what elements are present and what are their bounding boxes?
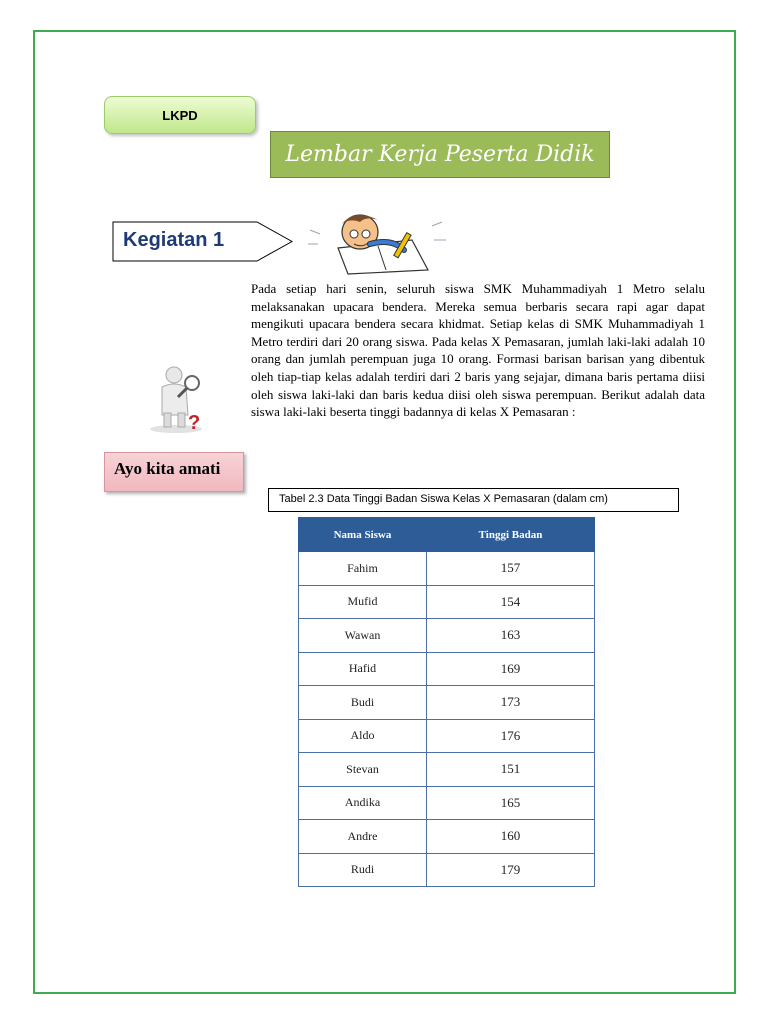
student-name: Budi — [299, 686, 427, 720]
student-name: Andika — [299, 786, 427, 820]
student-height: 160 — [427, 820, 595, 854]
column-header-name: Nama Siswa — [299, 518, 427, 552]
thinking-figure-icon — [136, 363, 216, 433]
table-row — [299, 619, 595, 653]
svg-text:?: ? — [188, 412, 201, 433]
table-header-row — [299, 518, 595, 552]
intro-paragraph: Pada setiap hari senin, seluruh siswa SMK Muhammadiyah 1 Metro selalu melaksanakan upacara bendera. Mereka semua berbaris secara rapi agar dapat mengikuti upacara bendera secara khidmat. Setiap kelas di SMK Muhammadiyah 1 Metro terdiri dari 20 orang siswa. Pada kelas X Pemasaran, jumlah laki-laki adalah 10 orang dan jumlah perempuan juga 10 orang. Formasi barisan barisan yang dibentuk oleh tiap-tiap kelas adalah terdiri dari 2 baris yang sejajar, dimana baris pertama diisi oleh siswa laki-laki dan baris kedua diisi oleh siswa perempuan. Berikut adalah data siswa laki-laki beserta tinggi badannya di kelas X Pemasaran : — [251, 281, 705, 420]
table-row — [299, 719, 595, 753]
student-height: 151 — [427, 753, 595, 787]
student-height: 157 — [427, 552, 595, 586]
column-header-height: Tinggi Badan — [427, 518, 595, 552]
height-table — [298, 517, 595, 887]
table-row — [299, 686, 595, 720]
activity-label: Kegiatan 1 — [123, 229, 225, 251]
observe-label: Ayo kita amati — [114, 459, 221, 478]
student-name: Andre — [299, 820, 427, 854]
table-row — [299, 552, 595, 586]
lkpd-badge — [104, 96, 256, 134]
student-name: Stevan — [299, 753, 427, 787]
observe-box — [104, 452, 244, 492]
student-name: Wawan — [299, 619, 427, 653]
student-name: Hafid — [299, 652, 427, 686]
table-caption: Tabel 2.3 Data Tinggi Badan Siswa Kelas X Pemasaran (dalam cm) — [268, 488, 679, 512]
table-row — [299, 753, 595, 787]
student-height: 176 — [427, 719, 595, 753]
table-row — [299, 853, 595, 887]
table-row — [299, 652, 595, 686]
lkpd-label: LKPD — [162, 107, 198, 123]
student-height: 173 — [427, 686, 595, 720]
student-name: Aldo — [299, 719, 427, 753]
table-row — [299, 820, 595, 854]
page-title: Lembar Kerja Peserta Didik — [285, 142, 595, 167]
table-row — [299, 786, 595, 820]
student-name: Fahim — [299, 552, 427, 586]
title-banner — [270, 131, 610, 178]
student-height: 163 — [427, 619, 595, 653]
student-height: 165 — [427, 786, 595, 820]
student-height: 154 — [427, 585, 595, 619]
activity-arrow-label — [112, 221, 292, 261]
student-name: Mufid — [299, 585, 427, 619]
student-height: 179 — [427, 853, 595, 887]
student-name: Rudi — [299, 853, 427, 887]
table-row — [299, 585, 595, 619]
student-height: 169 — [427, 652, 595, 686]
student-writing-illustration-icon — [300, 210, 450, 275]
